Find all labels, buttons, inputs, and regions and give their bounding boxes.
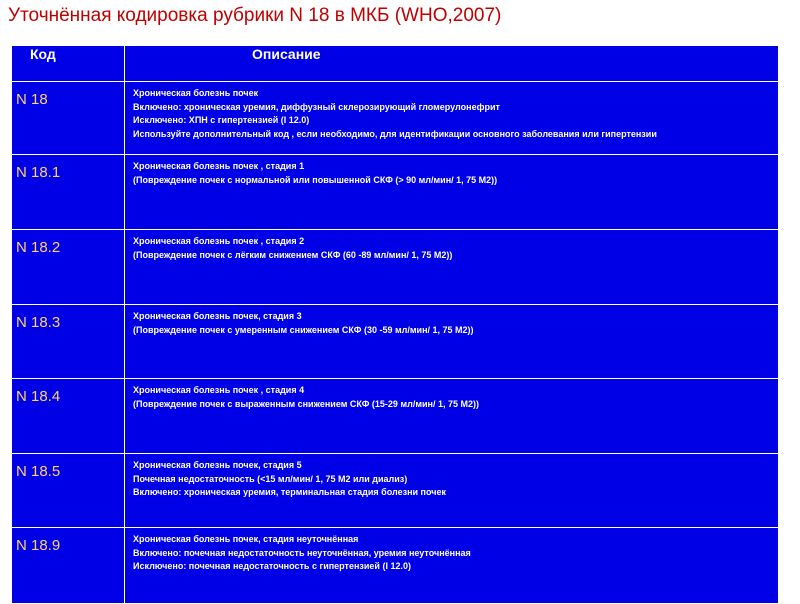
code-cell: N 18.1 (12, 155, 125, 230)
table-header-row (12, 46, 779, 82)
code-cell: N 18 (12, 82, 125, 155)
description-line: Включено: хроническая уремия, диффузный склерозирующий гломерулонефрит (133, 101, 500, 112)
description-line: Исключено: ХПН с гипертензией (I 12.0) (133, 115, 310, 125)
table-row (12, 528, 779, 604)
code-cell: N 18.4 (12, 379, 125, 454)
description-cell (125, 379, 779, 454)
table-row (12, 305, 779, 379)
description-line: Используйте дополнительный код , если необходимо, для идентификации основного заболевания или гипертензии (133, 128, 657, 139)
description-line: Хроническая болезнь почек, стадия 5 (133, 460, 302, 470)
header-code: Код (12, 46, 125, 82)
header-description: Описание (125, 46, 779, 82)
description-line: Включено: хроническая уремия, терминальная стадия болезни почек (133, 487, 447, 497)
description-cell (125, 230, 779, 305)
description-line: Почечная недостаточность (<15 мл/мин/ 1, 75 М2 или диализ) (133, 473, 408, 484)
description-line: Включено: почечная недостаточность неуточнённая, уремия неуточнённая (133, 547, 471, 558)
description-line: (Повреждение почек с нормальной или повышенной СКФ (> 90 мл/мин/ 1, 75 М2)) (133, 174, 498, 185)
description-cell (125, 305, 779, 379)
description-line: Хроническая болезнь почек (133, 88, 259, 98)
description-line: Хроническая болезнь почек , стадия 4 (133, 385, 305, 395)
table-row (12, 82, 779, 155)
description-line: (Повреждение почек с лёгким снижением СКФ (60 -89 мл/мин/ 1, 75 М2)) (133, 249, 453, 260)
description-line: (Повреждение почек с умеренным снижением СКФ (30 -59 мл/мин/ 1, 75 М2)) (133, 324, 474, 335)
table-row (12, 155, 779, 230)
description-line: (Повреждение почек с выраженным снижением СКФ (15-29 мл/мин/ 1, 75 М2)) (133, 398, 479, 409)
code-cell: N 18.5 (12, 454, 125, 528)
table-row (12, 379, 779, 454)
slide-title: Уточнённая кодировка рубрики N 18 в МКБ (WHO,2007) (8, 5, 502, 26)
icd-table (11, 45, 779, 604)
description-cell (125, 155, 779, 230)
table-row (12, 230, 779, 305)
description-line: Хроническая болезнь почек, стадия 3 (133, 311, 302, 321)
description-cell (125, 528, 779, 604)
code-cell: N 18.9 (12, 528, 125, 604)
description-cell (125, 454, 779, 528)
description-line: Хроническая болезнь почек , стадия 1 (133, 161, 305, 171)
description-line: Хроническая болезнь почек, стадия неуточнённая (133, 534, 359, 544)
code-cell: N 18.3 (12, 305, 125, 379)
table-row (12, 454, 779, 528)
description-line: Хроническая болезнь почек , стадия 2 (133, 236, 305, 246)
code-cell: N 18.2 (12, 230, 125, 305)
description-line: Исключено: почечная недостаточность с гипертензией (I 12.0) (133, 561, 411, 571)
description-cell (125, 82, 779, 155)
